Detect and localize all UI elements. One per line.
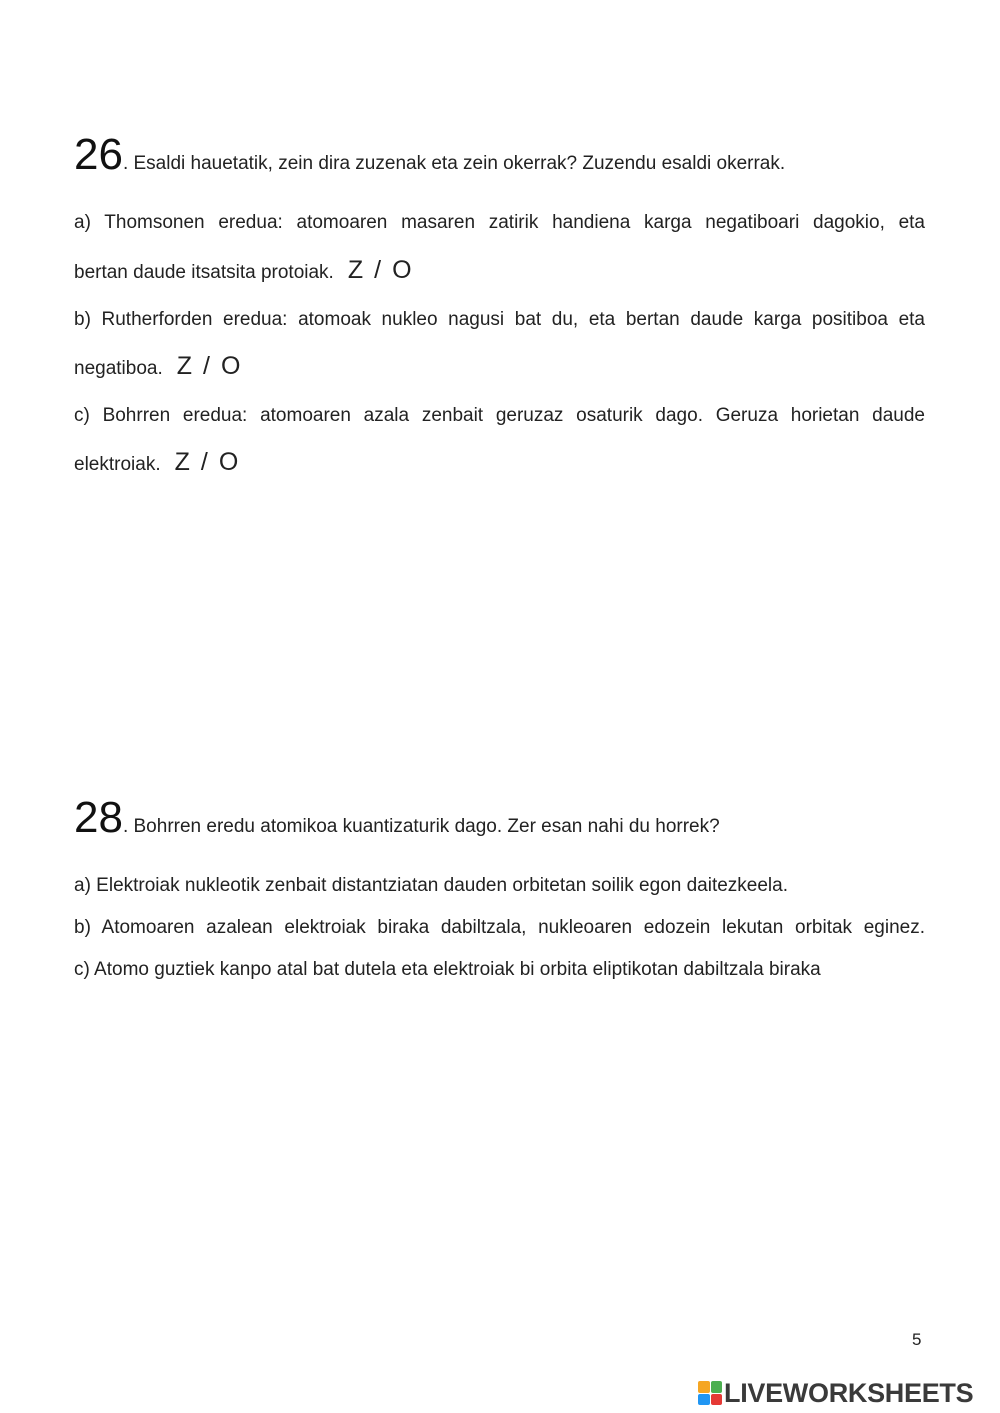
q26-item-b-line1: b) Rutherforden eredua: atomoak nukleo nagusi bat du, eta bertan daude karga positiboa eta [74, 309, 925, 330]
q26-item-a-choice-o[interactable]: O [392, 256, 413, 284]
q26-item-b-text: negatiboa. [74, 358, 163, 379]
liveworksheets-logo-icon [698, 1381, 722, 1405]
q26-item-a-choice-sep: / [374, 256, 383, 284]
brand-wordmark: LIVEWORKSHEETS [724, 1377, 974, 1408]
q26-item-c-choice[interactable] [175, 448, 240, 476]
q26-item-a-line2 [74, 256, 925, 285]
page-number: 5 [912, 1330, 922, 1349]
logo-tile-red [711, 1394, 723, 1406]
q26-item-a-choice[interactable] [348, 256, 413, 284]
q26-item-a-line1: a) Thomsonen eredua: atomoaren masaren zatirik handiena karga negatiboari dagokio, eta [74, 212, 925, 233]
q26-item-b-choice-o[interactable]: O [220, 352, 242, 380]
q26-item-c-text: elektroiak. [74, 454, 161, 475]
q26-item-c-line1: c) Bohrren eredua: atomoaren azala zenbait geruzaz osaturik dago. Geruza horietan daude [74, 405, 925, 426]
q28-option-c[interactable]: c) Atomo guztiek kanpo atal bat dutela eta elektroiak bi orbita eliptikotan dabiltzala biraka [74, 959, 821, 980]
q26-item-b-choice-z[interactable]: Z [176, 352, 194, 380]
q26-item-c-choice-o[interactable]: O [218, 448, 240, 476]
q26-item-b-choice-sep: / [203, 352, 211, 380]
logo-tile-orange [698, 1381, 710, 1393]
q26-item-c-choice-sep: / [200, 448, 209, 476]
logo-tile-green [711, 1381, 723, 1393]
liveworksheets-brand [698, 1378, 973, 1408]
question-28-number: 28 [74, 793, 123, 842]
q26-item-b-choice[interactable] [177, 352, 242, 380]
question-28-heading [74, 793, 720, 842]
q28-option-b[interactable]: b) Atomoaren azalean elektroiak biraka dabiltzala, nukleoaren edozein lekutan orbitak eginez. [74, 917, 925, 938]
q26-item-c-line2 [74, 448, 925, 477]
q26-item-a-text: bertan daude itsatsita protoiak. [74, 262, 334, 283]
question-28-prompt: . Bohrren eredu atomikoa kuantizaturik dago. Zer esan nahi du horrek? [122, 816, 720, 837]
q26-item-a-choice-z[interactable]: Z [347, 256, 365, 284]
q28-option-a[interactable]: a) Elektroiak nukleotik zenbait distantziatan dauden orbitetan soilik egon daitezkeela. [74, 875, 789, 896]
question-26-heading [74, 130, 786, 179]
logo-tile-blue [698, 1394, 710, 1406]
question-26-number: 26 [74, 130, 123, 179]
question-26-prompt: . Esaldi hauetatik, zein dira zuzenak eta zein okerrak? Zuzendu esaldi okerrak. [122, 153, 786, 174]
q26-item-c-choice-z[interactable]: Z [174, 448, 191, 476]
q26-item-b-line2 [74, 352, 925, 381]
